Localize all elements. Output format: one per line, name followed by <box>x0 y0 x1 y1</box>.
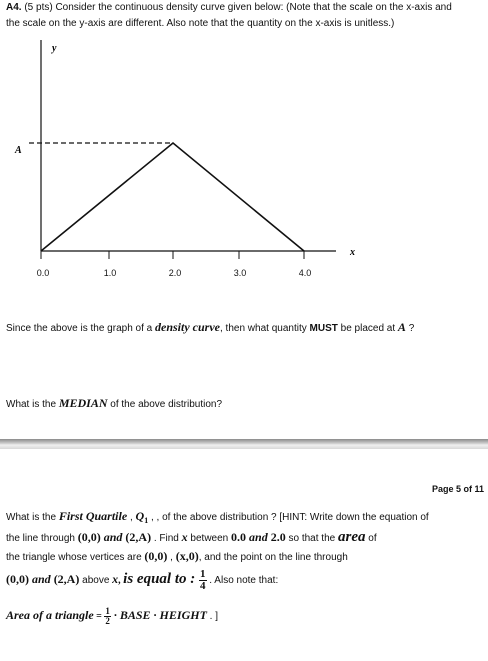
quartile-line4 <box>6 568 278 592</box>
median-term: MEDIAN <box>58 396 108 410</box>
page-break-divider <box>0 439 488 449</box>
density-curve-graph <box>0 0 488 290</box>
point-peak: (2,A) <box>125 530 152 544</box>
must-emphasis: MUST <box>309 323 338 334</box>
line4-comma: , <box>118 575 124 586</box>
line4-peak: (2,A) <box>53 572 80 586</box>
x-axis-ticks <box>41 251 304 259</box>
vertex-x: (x,0) <box>175 549 199 563</box>
line4-above: above <box>79 575 113 586</box>
formula-lhs: Area of a triangle <box>6 608 94 622</box>
quartile-text-pre: What is the <box>6 512 59 523</box>
line4-origin: (0,0) <box>6 572 29 586</box>
triangle-area-formula <box>6 603 218 629</box>
line2-mid: . Find <box>151 533 182 544</box>
fraction-numerator: 1 <box>200 567 206 580</box>
x-axis-label: x <box>350 247 355 258</box>
x-tick-label-1: 1.0 <box>103 268 117 278</box>
and-word-2: and <box>246 530 271 544</box>
median-text-post: of the above distribution? <box>107 399 223 410</box>
density-curve-line <box>41 143 304 251</box>
y-axis-label: y <box>52 43 57 54</box>
quartile-text-after: , , of the above distribution ? [HINT: Write down the equation of <box>148 512 429 523</box>
upper-bound: 2.0 <box>270 530 286 544</box>
formula-equals: = <box>93 611 105 622</box>
is-equal-to: is equal to : <box>123 571 200 587</box>
question-number: A4. <box>6 2 22 13</box>
height-label: A <box>15 145 22 156</box>
line4-note: . Also note that: <box>206 575 279 586</box>
density-text-end: ? <box>405 323 415 334</box>
quartile-line3 <box>6 549 348 564</box>
question-intro: (5 pts) Consider the continuous density curve given below: (Note that the scale on the x-axis and <box>21 2 452 13</box>
density-text-mid: , then what quantity <box>220 323 310 334</box>
x-tick-labels <box>37 268 312 278</box>
first-quartile-term: First Quartile <box>58 509 128 523</box>
line3-comma: , <box>167 552 176 563</box>
density-text-pre: Since the above is the graph of a <box>6 323 155 334</box>
question-header-line2: the scale on the y-axis are different. Also note that the quantity on the x-axis is unitless.) <box>6 18 395 29</box>
one-quarter-fraction <box>199 569 207 592</box>
half-numerator: 1 <box>105 605 110 616</box>
height-variable: A <box>397 320 406 334</box>
q1-symbol: Q <box>135 509 145 523</box>
line3-pre: the triangle whose vertices are <box>6 552 145 563</box>
quartile-line2 <box>6 529 377 546</box>
density-curve-term: density curve <box>155 320 220 334</box>
q1-subscript: 1 <box>144 516 149 525</box>
line4-x: x <box>112 572 119 586</box>
x-tick-label-0: 0.0 <box>36 268 50 278</box>
x-variable: x <box>181 530 188 544</box>
formula-end: . ] <box>206 611 219 622</box>
line2-between: between <box>187 533 232 544</box>
density-question <box>6 320 414 335</box>
density-text-post: be placed at <box>337 323 398 334</box>
lower-bound: 0.0 <box>231 530 247 544</box>
x-tick-label-4: 4.0 <box>298 268 312 278</box>
area-term: area <box>337 529 366 545</box>
quartile-line1 <box>6 509 429 525</box>
quartile-comma: , <box>127 512 136 523</box>
median-question <box>6 396 222 411</box>
x-tick-label-3: 3.0 <box>233 268 247 278</box>
median-text-pre: What is the <box>6 399 59 410</box>
half-denominator: 2 <box>105 615 110 626</box>
and-word: and <box>100 530 126 544</box>
line4-and: and <box>29 572 54 586</box>
line3-post: , and the point on the line through <box>198 552 348 563</box>
page-number: Page 5 of 11 <box>431 484 484 494</box>
line2-pre: the line through <box>6 533 78 544</box>
vertex-origin: (0,0) <box>144 549 168 563</box>
fraction-denominator: 4 <box>200 579 206 592</box>
line2-so: so that the <box>285 533 338 544</box>
line2-of: of <box>365 533 377 544</box>
point-origin: (0,0) <box>77 530 101 544</box>
formula-rhs: · BASE · HEIGHT <box>110 608 207 622</box>
x-tick-label-2: 2.0 <box>168 268 182 278</box>
